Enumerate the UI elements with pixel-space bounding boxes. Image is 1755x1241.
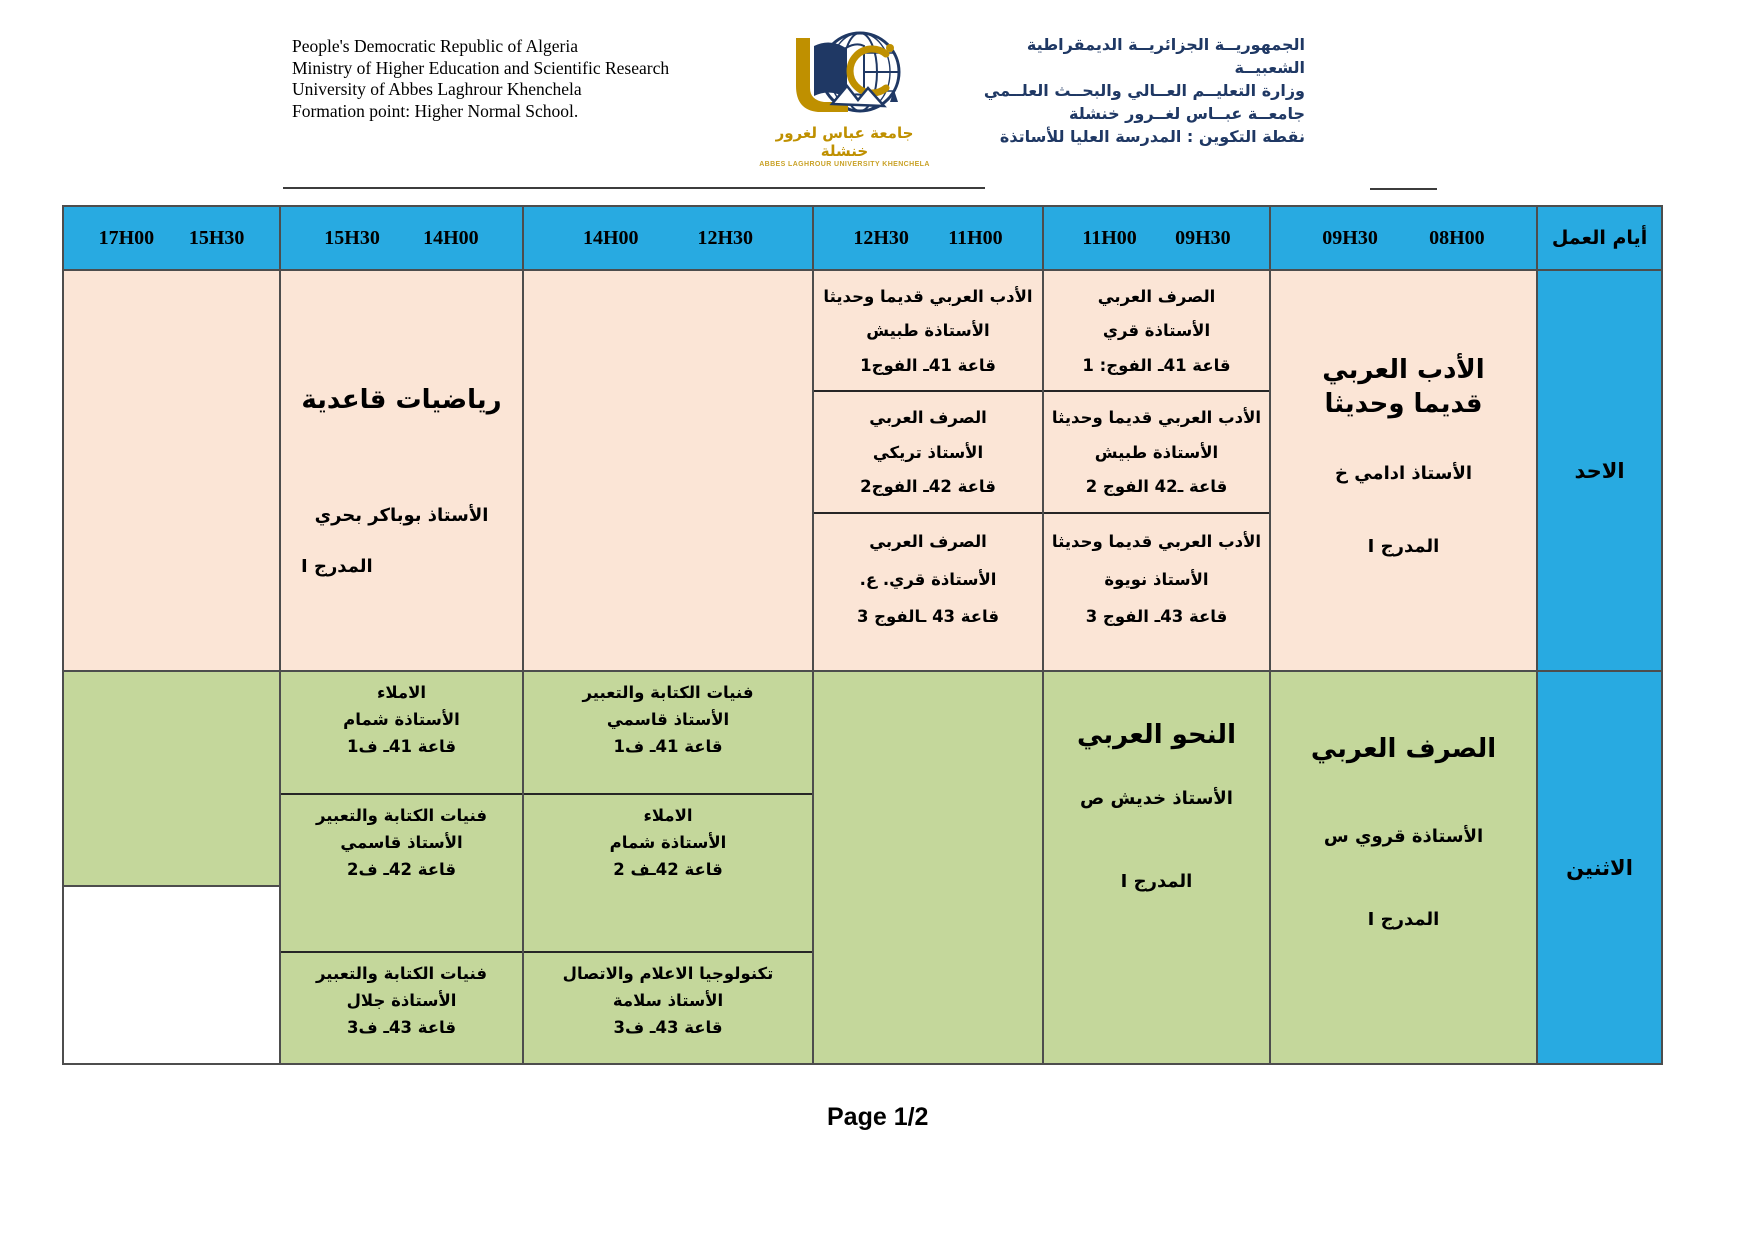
- monday-course-arabic-grammar: [1042, 672, 1269, 1063]
- time-end: 11H00: [948, 226, 1003, 249]
- entry-room: قاعة 41ـ ف1: [613, 737, 723, 756]
- course-subject: الأدب العربي قديما وحديثا: [1322, 355, 1485, 419]
- entry-teacher: الأستاذة جلال: [346, 991, 457, 1010]
- course-teacher: الأستاذ ادامي خ: [1334, 463, 1473, 484]
- course-subject: رياضيات قاعدية: [301, 385, 502, 415]
- header-ar-line4: نقطة التكوين : المدرسة العليا للأساتذة: [999, 127, 1305, 146]
- sunday-slot-14h00-12h30-empty: [522, 271, 812, 670]
- course-teacher: الأستاذ خديش ص: [1080, 788, 1233, 809]
- entry-subject: الصرف العربي: [869, 532, 987, 552]
- monday-slot-15h30-14h00-groups: [279, 672, 522, 1063]
- time-slot-header-14h00-12h30: [522, 207, 812, 269]
- entry-room: قاعة 42ـ ف2: [346, 860, 457, 879]
- page-number: Page 1/2: [827, 1103, 929, 1131]
- time-end: 12H30: [697, 226, 754, 249]
- entry-room: قاعة 43ـ ف3: [613, 1018, 723, 1037]
- time-slot-header-15h30-14h00: [279, 207, 522, 269]
- time-start: 11H00: [1082, 226, 1137, 249]
- course-subject: النحو العربي: [1077, 720, 1236, 750]
- time-start: 12H30: [853, 226, 909, 249]
- header-en-line1: People's Democratic Republic of Algeria: [292, 36, 578, 56]
- sunday-slot-11h00-09h30-groups: [1042, 271, 1269, 670]
- header-ar-line1: الجمهوريــة الجزائريــة الديمقراطية الشعبيــة: [1026, 35, 1305, 77]
- monday-slot-17h00-15h30-empty: [64, 672, 279, 1063]
- time-start: 14H00: [582, 226, 639, 249]
- entry-teacher: الأستاذ سلامة: [612, 991, 724, 1010]
- class-entry: [281, 793, 522, 951]
- sunday-course-arabic-literature: [1269, 271, 1536, 670]
- class-entry: [281, 672, 522, 793]
- time-slot-header-11h00-09h30: [1042, 207, 1269, 269]
- entry-teacher: الأستاذ نويوة: [1104, 569, 1209, 589]
- header-en-line2: Ministry of Higher Education and Scientific Research: [292, 57, 670, 78]
- entry-teacher: الأستاذة شمام: [609, 833, 727, 852]
- entry-subject: فنيات الكتابة والتعبير: [315, 964, 487, 983]
- header-divider-line: [283, 187, 985, 189]
- header-divider-line-short: [1370, 188, 1437, 190]
- class-entry: [1044, 512, 1269, 670]
- entry-room: قاعة 43 ـالفوج 3: [856, 606, 1000, 626]
- time-end: 15H30: [188, 226, 245, 249]
- time-end: 09H30: [1175, 226, 1231, 249]
- entry-subject: تكنولوجيا الاعلام والاتصال: [562, 964, 774, 983]
- entry-subject: فنيات الكتابة والتعبير: [315, 806, 487, 825]
- timetable: [62, 205, 1663, 1065]
- class-entry: [814, 271, 1042, 390]
- work-days-header: أيام العمل: [1536, 207, 1661, 269]
- entry-teacher: الأستاذة طبيش: [1094, 442, 1219, 462]
- entry-subject: الأدب العربي قديما وحديثا: [823, 286, 1033, 306]
- header-en-line3: University of Abbes Laghrour Khenchela: [292, 79, 582, 99]
- entry-subject: الأدب العربي قديما وحديثا: [1051, 532, 1262, 552]
- class-entry: [814, 390, 1042, 512]
- time-start: 09H30: [1322, 226, 1378, 249]
- monday-slot-14h00-12h30-groups: [522, 672, 812, 1063]
- time-slot-header-12h30-11h00: [812, 207, 1042, 269]
- entry-teacher: الأستاذة قري: [1102, 321, 1211, 340]
- monday-course-arabic-morphology: [1269, 672, 1536, 1063]
- day-label-monday: الاثنين: [1536, 672, 1661, 1063]
- entry-subject: الأدب العربي قديما وحديثا: [1051, 407, 1262, 427]
- monday-row: [64, 670, 1661, 1063]
- sunday-slot-17h00-15h30-empty: [64, 271, 279, 670]
- entry-teacher: الأستاذة شمام: [343, 710, 460, 729]
- entry-subject: الاملاء: [376, 683, 427, 702]
- time-end: 14H00: [423, 226, 479, 249]
- logo-book-globe-icon: [752, 26, 937, 121]
- course-room: المدرج I: [1120, 871, 1193, 892]
- entry-subject: الصرف العربي: [1097, 286, 1216, 306]
- empty-white-cell: [64, 885, 279, 1063]
- time-end: 08H00: [1429, 226, 1485, 249]
- class-entry: [524, 793, 812, 951]
- header-ar-line3: جامعــة عبــاس لغــرور خنشلة: [1069, 104, 1305, 123]
- class-entry: [1044, 271, 1269, 390]
- entry-room: قاعة ـ42 الفوج 2: [1085, 477, 1228, 497]
- header-english: [292, 36, 669, 122]
- entry-teacher: الأستاذ تريكي: [872, 442, 984, 462]
- entry-room: قاعة 42ـ الفوج2: [860, 477, 996, 497]
- course-room: المدرج I: [1367, 536, 1440, 557]
- entry-subject: فنيات الكتابة والتعبير: [582, 683, 754, 702]
- class-entry: [281, 951, 522, 1063]
- entry-subject: الصرف العربي: [869, 407, 987, 427]
- course-room: المدرج I: [301, 556, 373, 577]
- entry-room: قاعة 41ـ الفوج1: [860, 355, 996, 375]
- entry-teacher: الأستاذة طبيش: [866, 321, 990, 340]
- day-label-sunday: الاحد: [1536, 271, 1661, 670]
- entry-room: قاعة 41ـ ف1: [346, 737, 457, 756]
- header-arabic: [970, 33, 1305, 148]
- empty-green-cell: [64, 672, 279, 885]
- entry-subject: الاملاء: [643, 806, 693, 825]
- entry-room: قاعة 41ـ الفوج: 1: [1082, 355, 1231, 375]
- logo-arabic-name: جامعة عباس لغرور خنشلة: [775, 124, 914, 160]
- entry-room: قاعة 43ـ الفوج 3: [1085, 606, 1228, 626]
- header-en-line4: Formation point: Higher Normal School.: [292, 100, 579, 121]
- course-teacher: الأستاذ بوباكر بحري: [314, 505, 489, 526]
- class-entry: [1044, 390, 1269, 512]
- sunday-row: [64, 269, 1661, 670]
- university-logo: [752, 26, 937, 168]
- monday-slot-12h30-11h00-empty: [812, 672, 1042, 1063]
- entry-room: قاعة 42ـف 2: [613, 860, 723, 879]
- class-entry: [814, 512, 1042, 670]
- course-subject: الصرف العربي: [1310, 734, 1497, 764]
- time-start: 17H00: [98, 226, 155, 249]
- entry-room: قاعة 43ـ ف3: [346, 1018, 457, 1037]
- entry-teacher: الأستاذ قاسمي: [340, 833, 463, 852]
- entry-teacher: الأستاذة قري. ع.: [859, 569, 997, 589]
- entry-teacher: الأستاذ قاسمي: [606, 710, 730, 729]
- time-slot-header-09h30-08h00: [1269, 207, 1536, 269]
- time-slot-header-17h00-15h30: [64, 207, 279, 269]
- time-header-row: [64, 207, 1661, 269]
- sunday-slot-12h30-11h00-groups: [812, 271, 1042, 670]
- course-room: المدرج I: [1367, 909, 1440, 930]
- class-entry: [524, 672, 812, 793]
- header-ar-line2: وزارة التعليــم العــالي والبحــث العلــمي: [983, 81, 1305, 100]
- time-start: 15H30: [324, 226, 380, 249]
- course-teacher: الأستاذة قروي س: [1323, 826, 1484, 847]
- sunday-course-basic-maths: [279, 271, 522, 670]
- class-entry: [524, 951, 812, 1063]
- logo-latin-name: ABBES LAGHROUR UNIVERSITY KHENCHELA: [759, 161, 930, 168]
